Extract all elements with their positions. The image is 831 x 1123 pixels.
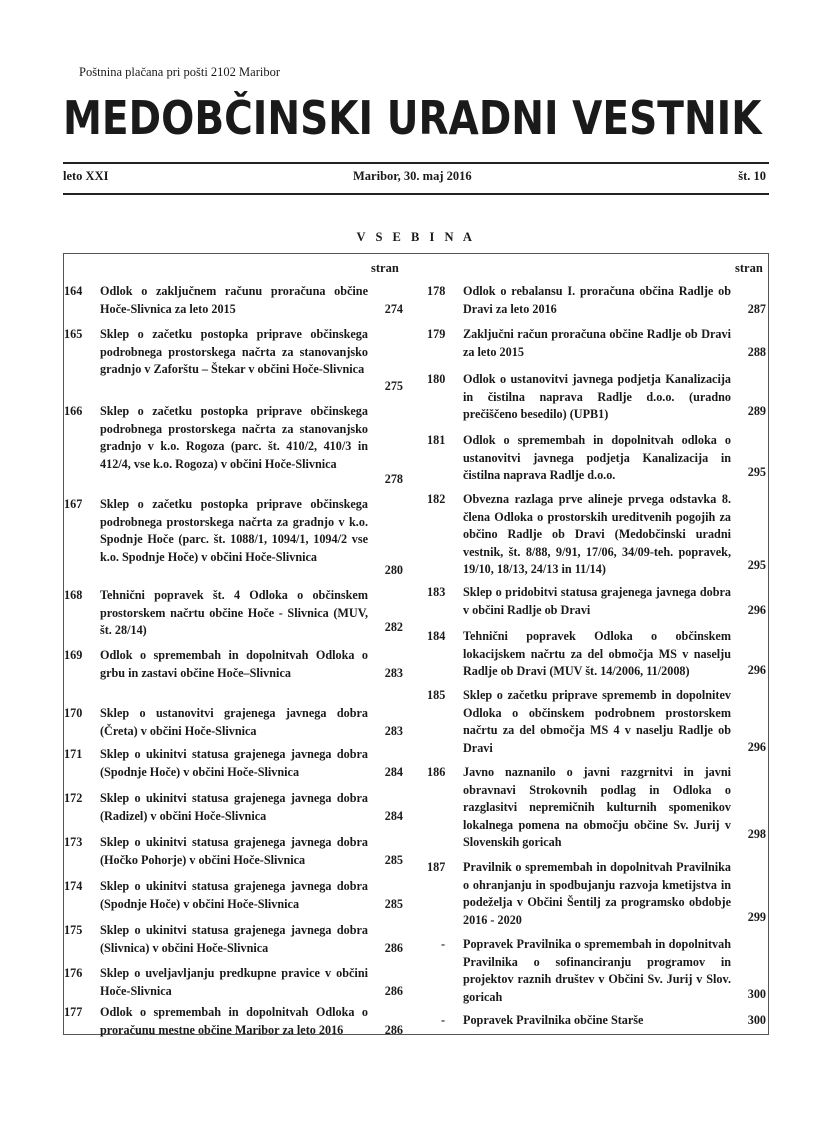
- toc-entry: [64, 922, 403, 958]
- entry-number: 187: [427, 860, 446, 874]
- entry-title: Odlok o spremembah in dopolnitvah Odloka o proračunu mestne občine Maribor za leto 2016: [100, 1005, 368, 1037]
- entry-number: 175: [64, 923, 83, 937]
- toc-entry: [64, 965, 403, 1001]
- entry-page: 298: [747, 827, 766, 842]
- entry-title: Sklep o uveljavljanju predkupne pravice v občini Hoče-Slivnica: [100, 966, 368, 998]
- entry-page: 286: [384, 941, 403, 956]
- toc-entry: [427, 584, 766, 620]
- toc-entry: [64, 878, 403, 914]
- toc-entry: [427, 432, 766, 482]
- entry-page: 285: [384, 853, 403, 868]
- entry-title: Sklep o pridobitvi statusa grajenega javnega dobra v občini Radlje ob Dravi: [463, 585, 731, 617]
- entry-page: 284: [384, 765, 403, 780]
- toc-entry: [64, 587, 403, 637]
- entry-title: Sklep o ukinitvi statusa grajenega javnega dobra (Spodnje Hoče) v občini Hoče-Slivnica: [100, 747, 368, 779]
- toc-entry: [64, 834, 403, 870]
- entry-number: 170: [64, 706, 83, 720]
- entry-page: 296: [747, 740, 766, 755]
- place-date: Maribor, 30. maj 2016: [353, 169, 472, 183]
- entry-number: 176: [64, 966, 83, 980]
- entry-title: Popravek Pravilnika o spremembah in dopolnitvah Pravilnika o sofinanciranju programov in projektov raznih društev v Občini Sv. Jurij v Slov. goricah: [463, 937, 731, 1004]
- entry-page: 289: [747, 404, 766, 419]
- entry-number: 182: [427, 492, 446, 506]
- entry-page: 299: [747, 910, 766, 925]
- entry-page: 295: [747, 558, 766, 573]
- toc-entry: [64, 705, 403, 741]
- volume-label: leto XXI: [63, 169, 109, 183]
- entry-title: Sklep o začetku priprave sprememb in dopolnitev Odloka o občinskem podrobnem prostorskem načrtu za del območja MS 4 v naselju Radlje ob Dravi: [463, 688, 731, 755]
- entry-number: 183: [427, 585, 446, 599]
- entry-page: 283: [384, 724, 403, 739]
- page-column-label-right: stran: [735, 261, 763, 275]
- entry-page: 300: [747, 987, 766, 1002]
- entry-title: Tehnični popravek št. 4 Odloka o občinskem prostorskem načrtu občine Hoče - Slivnica (MUV, št. 28/14): [100, 588, 368, 638]
- toc-entry: [427, 371, 766, 421]
- entry-page: 295: [747, 465, 766, 480]
- entry-page: 286: [384, 1023, 403, 1038]
- entry-title: Sklep o ukinitvi statusa grajenega javnega dobra (Spodnje Hoče) v občini Hoče-Slivnica: [100, 879, 368, 911]
- entry-number: 185: [427, 688, 446, 702]
- entry-number: 168: [64, 588, 83, 602]
- toc-entry: [427, 936, 766, 1004]
- page-column-label-left: stran: [371, 261, 399, 275]
- entry-page: 300: [747, 1013, 766, 1028]
- postage-note: Poštnina plačana pri pošti 2102 Maribor: [79, 65, 281, 79]
- entry-title: Odlok o spremembah in dopolnitvah Odloka o grbu in zastavi občine Hoče–Slivnica: [100, 648, 368, 680]
- entry-page: 285: [384, 897, 403, 912]
- bottom-rule: [63, 193, 769, 195]
- masthead-title: [63, 90, 773, 146]
- entry-page: 280: [384, 563, 403, 578]
- entry-title: Sklep o začetku postopka priprave občinskega podrobnega prostorskega načrta za gradnjo v k.o. Spodnje Hoče (parc. št. 1088/1, 1094/1, 1094/2 vse k.o. Spodnje Hoče) v občini Hoče-Slivnica: [100, 497, 368, 564]
- entry-page: 283: [384, 666, 403, 681]
- entry-title: Sklep o ustanovitvi grajenega javnega dobra (Čreta) v občini Hoče-Slivnica: [100, 706, 368, 738]
- entry-number: 186: [427, 765, 446, 779]
- entry-title: Popravek Pravilnika občine Starše: [463, 1013, 644, 1027]
- toc-entry: [427, 628, 766, 680]
- toc-entry: [64, 1004, 403, 1040]
- toc-entry: [427, 491, 766, 575]
- entry-number: 167: [64, 497, 83, 511]
- entry-number: -: [441, 1013, 446, 1027]
- entry-title: Odlok o rebalansu I. proračuna občina Radlje ob Dravi za leto 2016: [463, 284, 731, 316]
- entry-number: 165: [64, 327, 83, 341]
- entry-number: 174: [64, 879, 83, 893]
- entry-number: 172: [64, 791, 83, 805]
- entry-number: 184: [427, 629, 446, 643]
- entry-page: 286: [384, 984, 403, 999]
- toc-entry: [427, 283, 766, 319]
- entry-page: 278: [384, 472, 403, 487]
- entry-title: Zaključni račun proračuna občine Radlje ob Dravi za leto 2015: [463, 327, 731, 359]
- toc-entry: [64, 746, 403, 782]
- toc-entry: [64, 647, 403, 683]
- toc-entry: [427, 764, 766, 850]
- entry-page: 287: [747, 302, 766, 317]
- entry-number: 171: [64, 747, 83, 761]
- entry-page: 296: [747, 603, 766, 618]
- table-of-contents: [63, 253, 769, 1038]
- entry-title: Sklep o ukinitvi statusa grajenega javnega dobra (Slivnica) v občini Hoče-Slivnica: [100, 923, 368, 955]
- toc-entry: [64, 496, 403, 580]
- toc-entry: [427, 1012, 766, 1030]
- issue-number: št. 10: [738, 169, 766, 183]
- toc-entry: [427, 326, 766, 362]
- entry-number: 173: [64, 835, 83, 849]
- entry-title: Odlok o spremembah in dopolnitvah odloka o ustanovitvi javnega podjetja Kanalizacija in čistilna naprava Radlje d.o.o.: [463, 433, 731, 483]
- entry-number: 181: [427, 433, 446, 447]
- entry-title: Pravilnik o spremembah in dopolnitvah Pravilnika o ohranjanju in spodbujanju razvoja kmetijstva in podeželja v Občini Šentilj za programsko obdobje 2016 - 2020: [463, 860, 731, 927]
- entry-title: Sklep o začetku postopka priprave občinskega podrobnega prostorskega načrta za stanovanjsko gradnjo v k.o. Rogoza (parc. št. 410/2, 410/3 in 412/4, vse k.o. Rogoza) v občini Hoče-Slivnica: [100, 404, 368, 471]
- issue-meta: [63, 169, 769, 187]
- entry-title: Javno naznanilo o javni razgrnitvi in javni obravnavi Strokovnih podlag in Odloka o razglasitvi nepremičnih kulturnih spomenikov lokalnega pomena na območju občine Sv. Jurij v Slovenskih goricah: [463, 765, 731, 850]
- entry-title: Sklep o ukinitvi statusa grajenega javnega dobra (Radizel) v občini Hoče-Slivnica: [100, 791, 368, 823]
- entry-title: Sklep o začetku postopka priprave občinskega podrobnega prostorskega načrta za stanovanjsko gradnjo v Zaforštu – Štekar v občini Hoče-Slivnica: [100, 327, 368, 377]
- entry-number: 177: [64, 1005, 83, 1019]
- entry-number: -: [441, 937, 446, 951]
- entry-number: 166: [64, 404, 83, 418]
- entry-title: Odlok o zaključnem računu proračuna občine Hoče-Slivnica za leto 2015: [100, 284, 368, 316]
- toc-entry: [64, 403, 403, 489]
- toc-entry: [64, 790, 403, 826]
- entry-page: 296: [747, 663, 766, 678]
- entry-page: 275: [384, 379, 403, 394]
- entry-title: Sklep o ukinitvi statusa grajenega javnega dobra (Hočko Pohorje) v občini Hoče-Slivnica: [100, 835, 368, 867]
- entry-page: 282: [384, 620, 403, 635]
- entry-number: 169: [64, 648, 83, 662]
- contents-heading: V S E B I N A: [356, 230, 476, 244]
- entry-number: 164: [64, 284, 83, 298]
- toc-entry: [427, 859, 766, 927]
- entry-number: 179: [427, 327, 446, 341]
- entry-page: 284: [384, 809, 403, 824]
- entry-number: 178: [427, 284, 446, 298]
- toc-entry: [64, 326, 403, 396]
- toc-entry: [64, 283, 403, 319]
- top-rule: [63, 162, 769, 164]
- toc-entry: [427, 687, 766, 757]
- entry-title: Obvezna razlaga prve alineje prvega odstavka 8. člena Odloka o prostorskih ureditvenih pogojih za občino Radlje ob Dravi (Medobčinski uradni vestnik, št. 8/88, 9/91, 17/06, 34/09-teh. popravek, 19/10, 18/13, 24/13 in 11/14): [463, 492, 731, 577]
- entry-title: Tehnični popravek Odloka o občinskem lokacijskem načrtu za del območja MS v naselju Radlje ob Dravi (MUV št. 14/2006, 11/2008): [463, 629, 731, 679]
- masthead-text: MEDOBČINSKI URADNI VESTNIK: [63, 91, 762, 145]
- entry-title: Odlok o ustanovitvi javnega podjetja Kanalizacija in čistilna naprava Radlje d.o.o. (uradno prečiščeno besedilo) (UPB1): [463, 372, 731, 422]
- entry-number: 180: [427, 372, 446, 386]
- entry-page: 274: [384, 302, 403, 317]
- entry-page: 288: [747, 345, 766, 360]
